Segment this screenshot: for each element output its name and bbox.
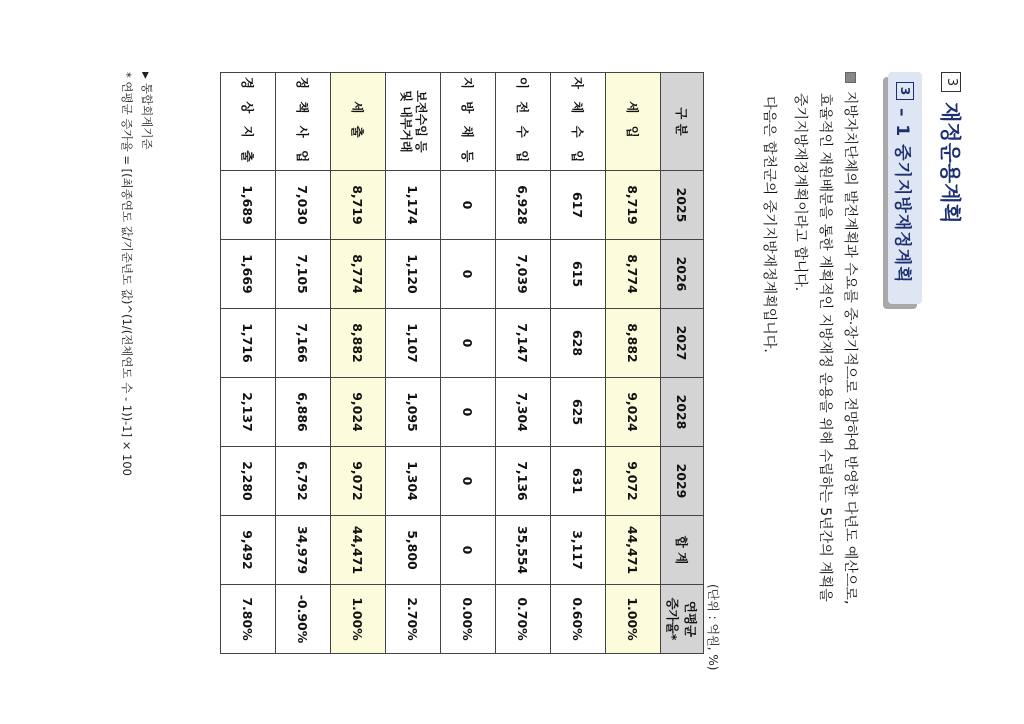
table-cell: 0 xyxy=(441,240,496,309)
table-cell: 44,471 xyxy=(606,516,661,585)
table-cell: 0.70% xyxy=(496,585,551,654)
footnotes xyxy=(118,72,156,476)
table-cell: 8,882 xyxy=(606,309,661,378)
table-cell: -0.90% xyxy=(276,585,331,654)
triangle-bullet-icon: ▶ xyxy=(140,72,150,79)
section-title: 재정운용계획 xyxy=(938,102,962,224)
table-cell: 628 xyxy=(551,309,606,378)
section-heading xyxy=(936,72,966,224)
table-cell: 8,719 xyxy=(331,171,386,240)
table-cell: 1.00% xyxy=(606,585,661,654)
table-cell: 7,105 xyxy=(276,240,331,309)
table-cell: 8,882 xyxy=(331,309,386,378)
table-cell: 34,979 xyxy=(276,516,331,585)
header-cagr-line2: 증가율* xyxy=(665,597,680,641)
table-header-row xyxy=(661,73,704,654)
header-total: 합 계 xyxy=(661,516,704,585)
table-cell: 1,304 xyxy=(386,447,441,516)
header-year: 2028 xyxy=(661,378,704,447)
table-cell: 1,669 xyxy=(221,240,276,309)
subsection-number: 3 xyxy=(896,82,914,100)
table-row xyxy=(496,73,551,654)
row-label-line2: 및 내부거래 xyxy=(399,90,413,153)
table-cell: 7,304 xyxy=(496,378,551,447)
table-cell: 1,716 xyxy=(221,309,276,378)
table-cell: 9,492 xyxy=(221,516,276,585)
header-category: 구 분 xyxy=(661,73,704,171)
table-cell: 7.80% xyxy=(221,585,276,654)
table-cell: 44,471 xyxy=(331,516,386,585)
table-cell: 2,137 xyxy=(221,378,276,447)
row-label: 정 책 사 업 xyxy=(276,73,331,171)
table-cell: 5,800 xyxy=(386,516,441,585)
financial-plan-table xyxy=(220,72,704,654)
table-row xyxy=(551,73,606,654)
table-cell: 625 xyxy=(551,378,606,447)
note-cagr-formula: * 연평균 증가율 = [(최종연도 값/기준년도 값)^(1/(전체연도 수 - 1))-1] × 100 xyxy=(120,72,134,476)
table-cell: 0 xyxy=(441,378,496,447)
table-cell: 631 xyxy=(551,447,606,516)
table-cell: 2,280 xyxy=(221,447,276,516)
table-cell: 615 xyxy=(551,240,606,309)
table-cell: 7,039 xyxy=(496,240,551,309)
table-row xyxy=(276,73,331,654)
header-year: 2029 xyxy=(661,447,704,516)
table-cell: 6,928 xyxy=(496,171,551,240)
subsection-heading xyxy=(888,72,922,304)
table-cell: 0.60% xyxy=(551,585,606,654)
table-row xyxy=(331,73,386,654)
table-cell: 0 xyxy=(441,447,496,516)
row-label: 세 출 xyxy=(331,73,386,171)
intro-line-2: 효율적인 재원배분을 통한 계획적인 지방재정 운용을 위해 수립하는 5년간의 계획을 xyxy=(817,93,833,602)
table-cell: 9,072 xyxy=(331,447,386,516)
row-label: 세 입 xyxy=(606,73,661,171)
unit-label: (단위 : 억원, %) xyxy=(706,584,720,671)
row-label: 지 방 채 등 xyxy=(441,73,496,171)
table-cell: 7,136 xyxy=(496,447,551,516)
table-cell: 9,024 xyxy=(331,378,386,447)
row-label: 이 전 수 입 xyxy=(496,73,551,171)
table-cell: 3,117 xyxy=(551,516,606,585)
table-cell: 9,024 xyxy=(606,378,661,447)
table-cell: 8,774 xyxy=(606,240,661,309)
table-cell: 1,689 xyxy=(221,171,276,240)
row-label: 자 체 수 입 xyxy=(551,73,606,171)
row-label: 경 상 지 출 xyxy=(221,73,276,171)
intro-paragraph xyxy=(787,72,862,672)
square-bullet-icon xyxy=(845,72,856,83)
intro-paragraph-2: 다음은 합천군의 중기지방재정계획입니다. xyxy=(761,96,777,353)
table-cell: 0.00% xyxy=(441,585,496,654)
subsection-title: – 1 중기지방재정계획 xyxy=(892,108,913,284)
table-cell: 1,174 xyxy=(386,171,441,240)
row-label-line1: 보전수입 등 xyxy=(414,90,428,153)
header-cagr xyxy=(661,585,704,654)
table-cell: 0 xyxy=(441,516,496,585)
table-row xyxy=(221,73,276,654)
table-cell: 9,072 xyxy=(606,447,661,516)
header-cagr-line1: 연평균 xyxy=(683,600,698,638)
table-cell: 1,120 xyxy=(386,240,441,309)
header-year: 2026 xyxy=(661,240,704,309)
table-cell: 7,030 xyxy=(276,171,331,240)
table-cell: 617 xyxy=(551,171,606,240)
table-cell: 35,554 xyxy=(496,516,551,585)
table-cell: 8,774 xyxy=(331,240,386,309)
intro-line-3: 중기지방재정계획이라고 합니다. xyxy=(792,93,808,292)
table-row xyxy=(441,73,496,654)
table-cell: 0 xyxy=(441,171,496,240)
table-cell: 1,107 xyxy=(386,309,441,378)
table-row xyxy=(386,73,441,654)
table-cell: 0 xyxy=(441,309,496,378)
intro-line-1: 지방자치단체의 발전계획과 수요를 중·장기적으로 전망하여 반영한 다년도 예산으로, xyxy=(842,91,858,605)
table-cell: 1.00% xyxy=(331,585,386,654)
table-cell: 8,719 xyxy=(606,171,661,240)
table-cell: 7,147 xyxy=(496,309,551,378)
table-cell: 2.70% xyxy=(386,585,441,654)
table-cell: 6,886 xyxy=(276,378,331,447)
header-year: 2027 xyxy=(661,309,704,378)
note-basis: 통합회계기준 xyxy=(140,82,154,150)
section-number: 3 xyxy=(941,72,961,92)
header-year: 2025 xyxy=(661,171,704,240)
table-row xyxy=(606,73,661,654)
table-cell: 1,095 xyxy=(386,378,441,447)
table-cell: 6,792 xyxy=(276,447,331,516)
row-label xyxy=(386,73,441,171)
table-cell: 7,166 xyxy=(276,309,331,378)
